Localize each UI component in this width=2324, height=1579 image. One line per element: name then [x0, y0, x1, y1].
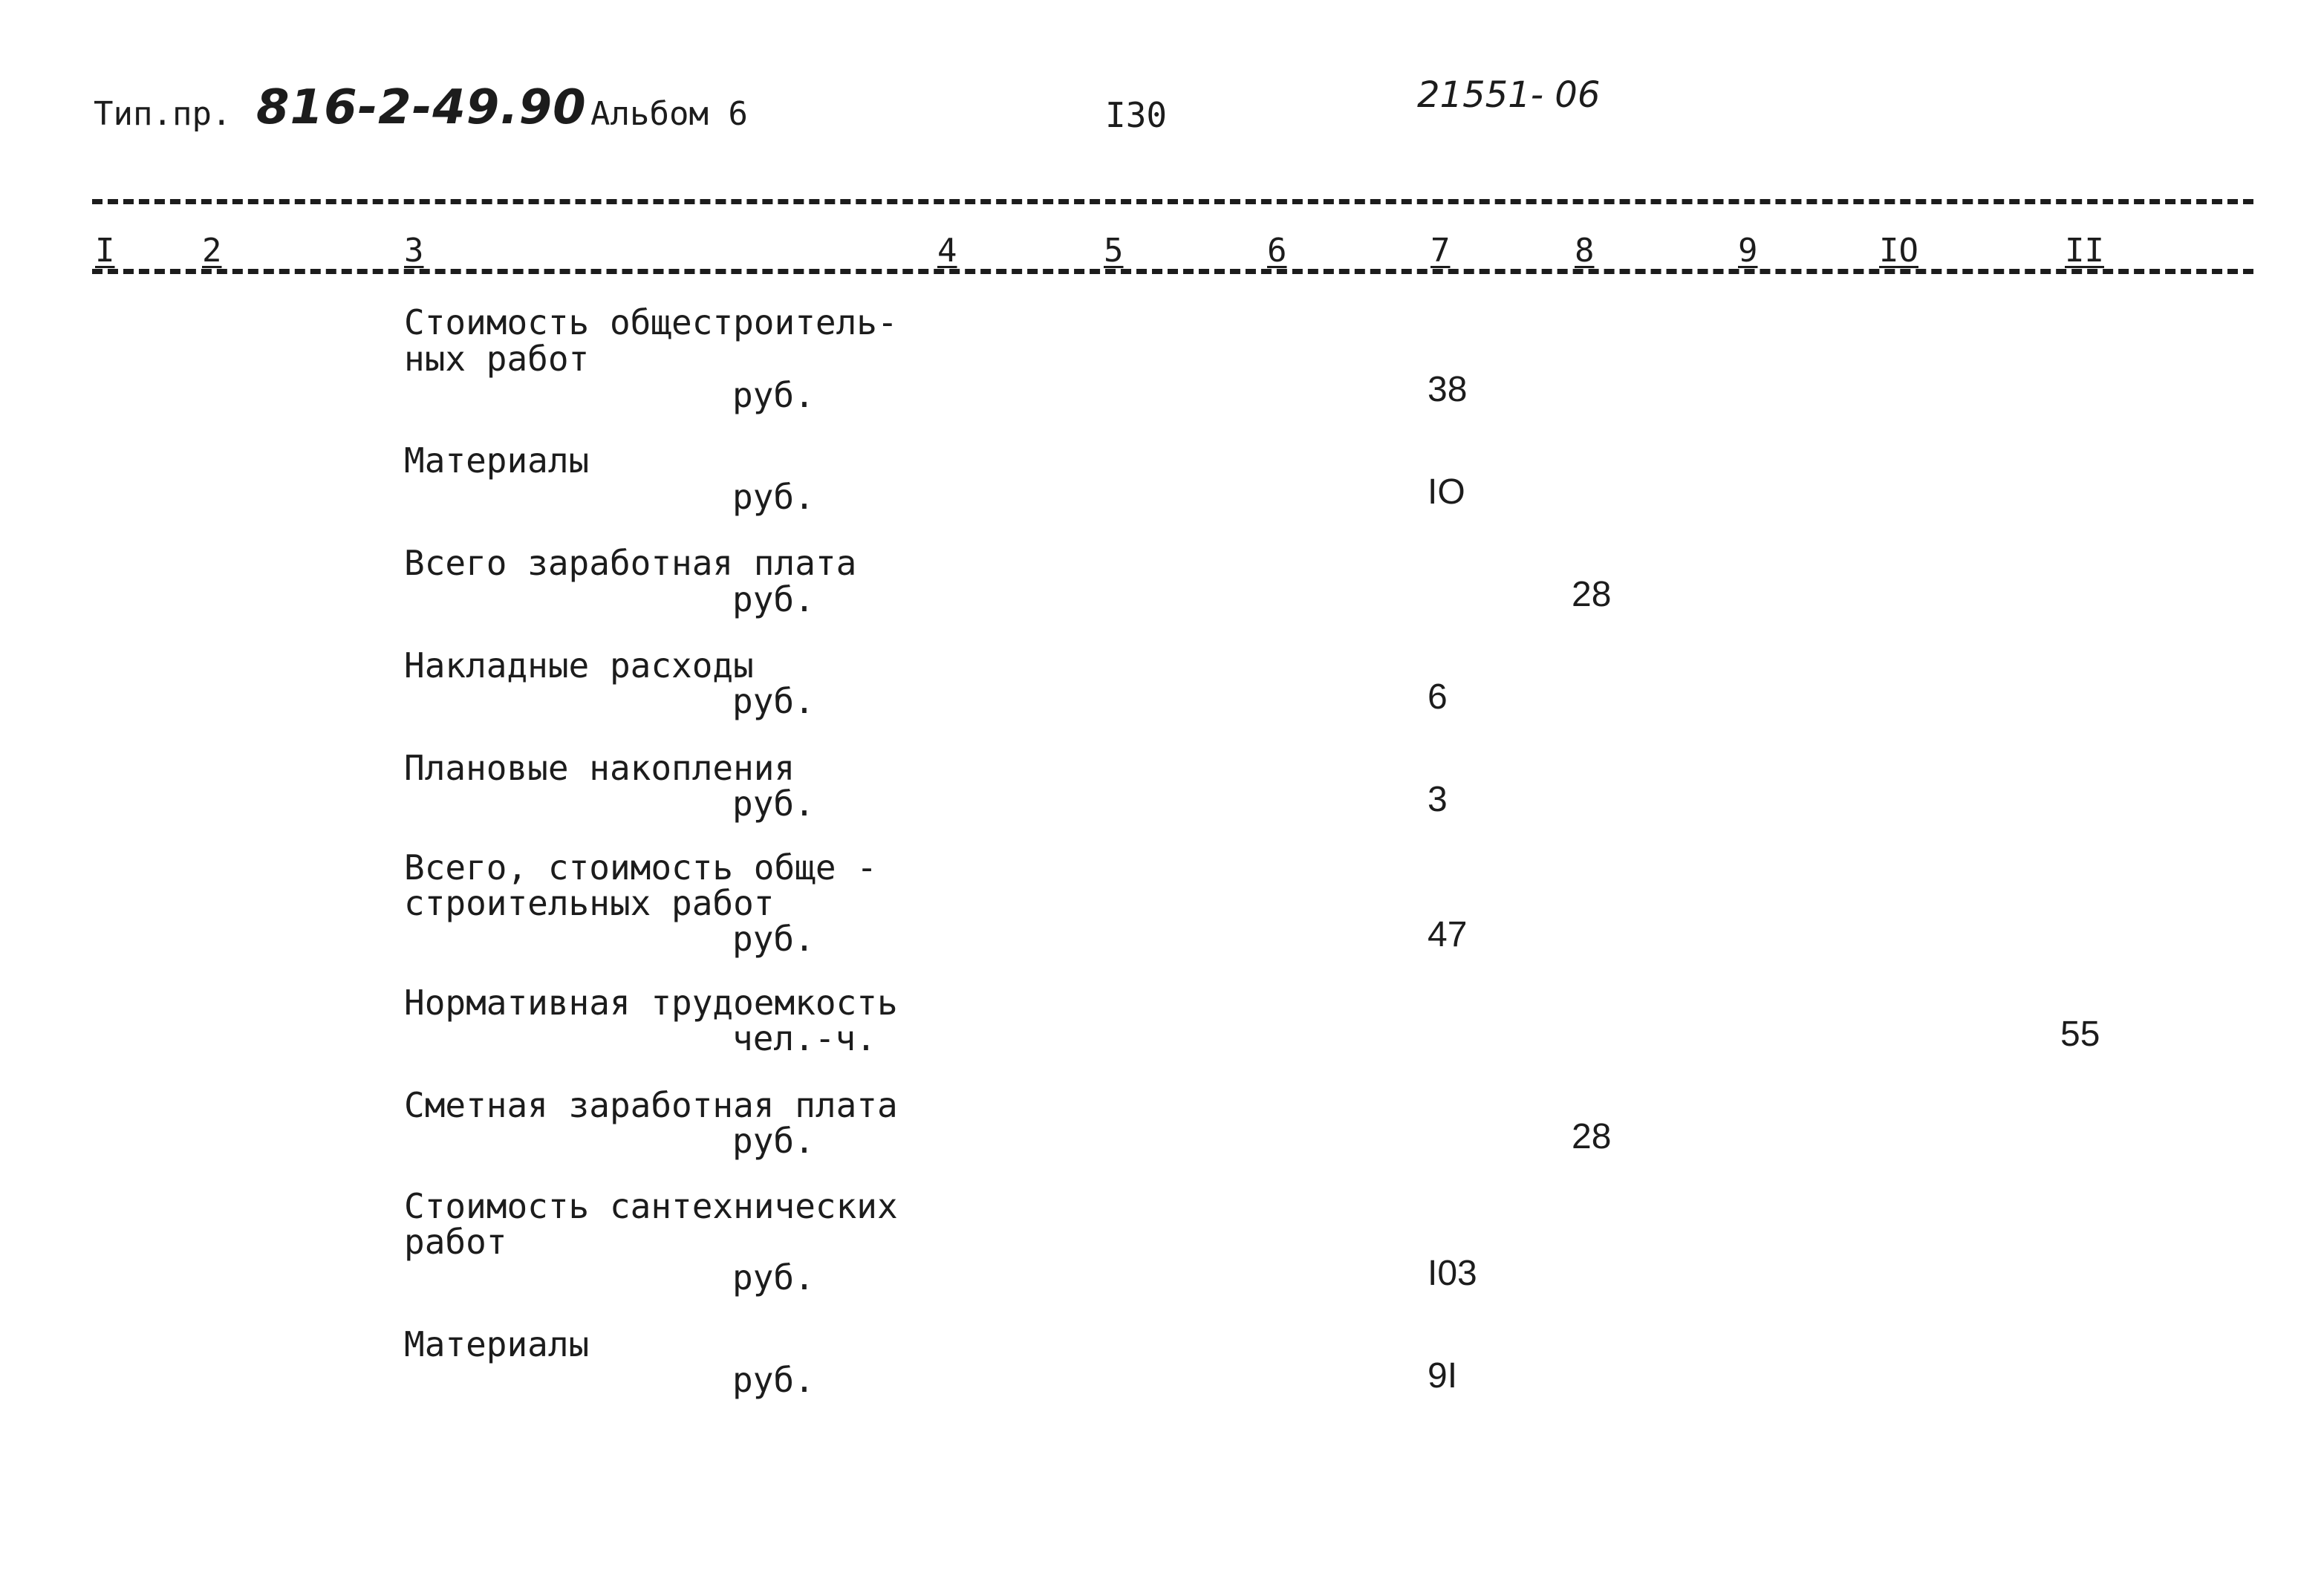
- column-number: I: [95, 232, 115, 270]
- column-number: IO: [1879, 232, 1918, 270]
- column-number: 9: [1738, 232, 1758, 270]
- column-number: 7: [1430, 232, 1451, 270]
- row-label: Накладные расходы: [404, 645, 754, 686]
- row-value: I03: [1428, 1254, 1477, 1293]
- row-value: 28: [1572, 1117, 1612, 1156]
- project-code: 816-2-49.90: [256, 80, 587, 135]
- column-number: 8: [1575, 232, 1595, 270]
- row-unit: руб.: [732, 919, 815, 959]
- column-number: 4: [937, 232, 957, 270]
- row-label: Стоимость общестроитель-: [404, 302, 898, 342]
- row-unit: руб.: [732, 1121, 815, 1161]
- row-value: 38: [1428, 370, 1468, 409]
- row-unit: руб.: [732, 1257, 815, 1298]
- row-unit: руб.: [732, 1360, 815, 1400]
- column-number: 3: [404, 232, 424, 270]
- row-unit: руб.: [732, 579, 815, 619]
- row-value: 6: [1428, 677, 1448, 717]
- row-value: 55: [2060, 1015, 2100, 1054]
- archive-number: 21551- 06: [1417, 74, 1601, 116]
- row-label: Стоимость сантехнических: [404, 1186, 898, 1226]
- row-label: Материалы: [404, 1324, 590, 1364]
- row-label: Плановые накопления: [404, 748, 795, 788]
- column-number: 6: [1267, 232, 1287, 270]
- row-label: строительных работ: [404, 883, 775, 923]
- column-header-divider: [92, 269, 2253, 274]
- column-number: II: [2065, 232, 2104, 270]
- row-label: Материалы: [404, 440, 590, 481]
- row-label: работ: [404, 1222, 507, 1262]
- page-number: I30: [1105, 95, 1168, 135]
- column-number: 5: [1104, 232, 1124, 270]
- row-value: 9I: [1428, 1356, 1458, 1396]
- row-label: Всего, стоимость обще -: [404, 847, 877, 888]
- row-unit: руб.: [732, 784, 815, 824]
- album-label: Альбом 6: [590, 95, 748, 133]
- doc-type-label: Тип.пр.: [94, 95, 232, 133]
- header-divider: [92, 199, 2253, 204]
- row-value: 47: [1428, 915, 1468, 954]
- column-number: 2: [202, 232, 222, 270]
- row-value: 28: [1572, 575, 1612, 614]
- row-unit: руб.: [732, 681, 815, 721]
- row-unit: руб.: [732, 375, 815, 415]
- row-value: 3: [1428, 780, 1448, 819]
- row-label: Нормативная трудоемкость: [404, 983, 898, 1023]
- row-label: ных работ: [404, 339, 590, 379]
- row-value: IO: [1428, 472, 1465, 512]
- row-unit: руб.: [732, 477, 815, 517]
- row-label: Сметная заработная плата: [404, 1085, 898, 1125]
- row-unit: чел.-ч.: [732, 1018, 876, 1058]
- row-label: Всего заработная плата: [404, 543, 857, 583]
